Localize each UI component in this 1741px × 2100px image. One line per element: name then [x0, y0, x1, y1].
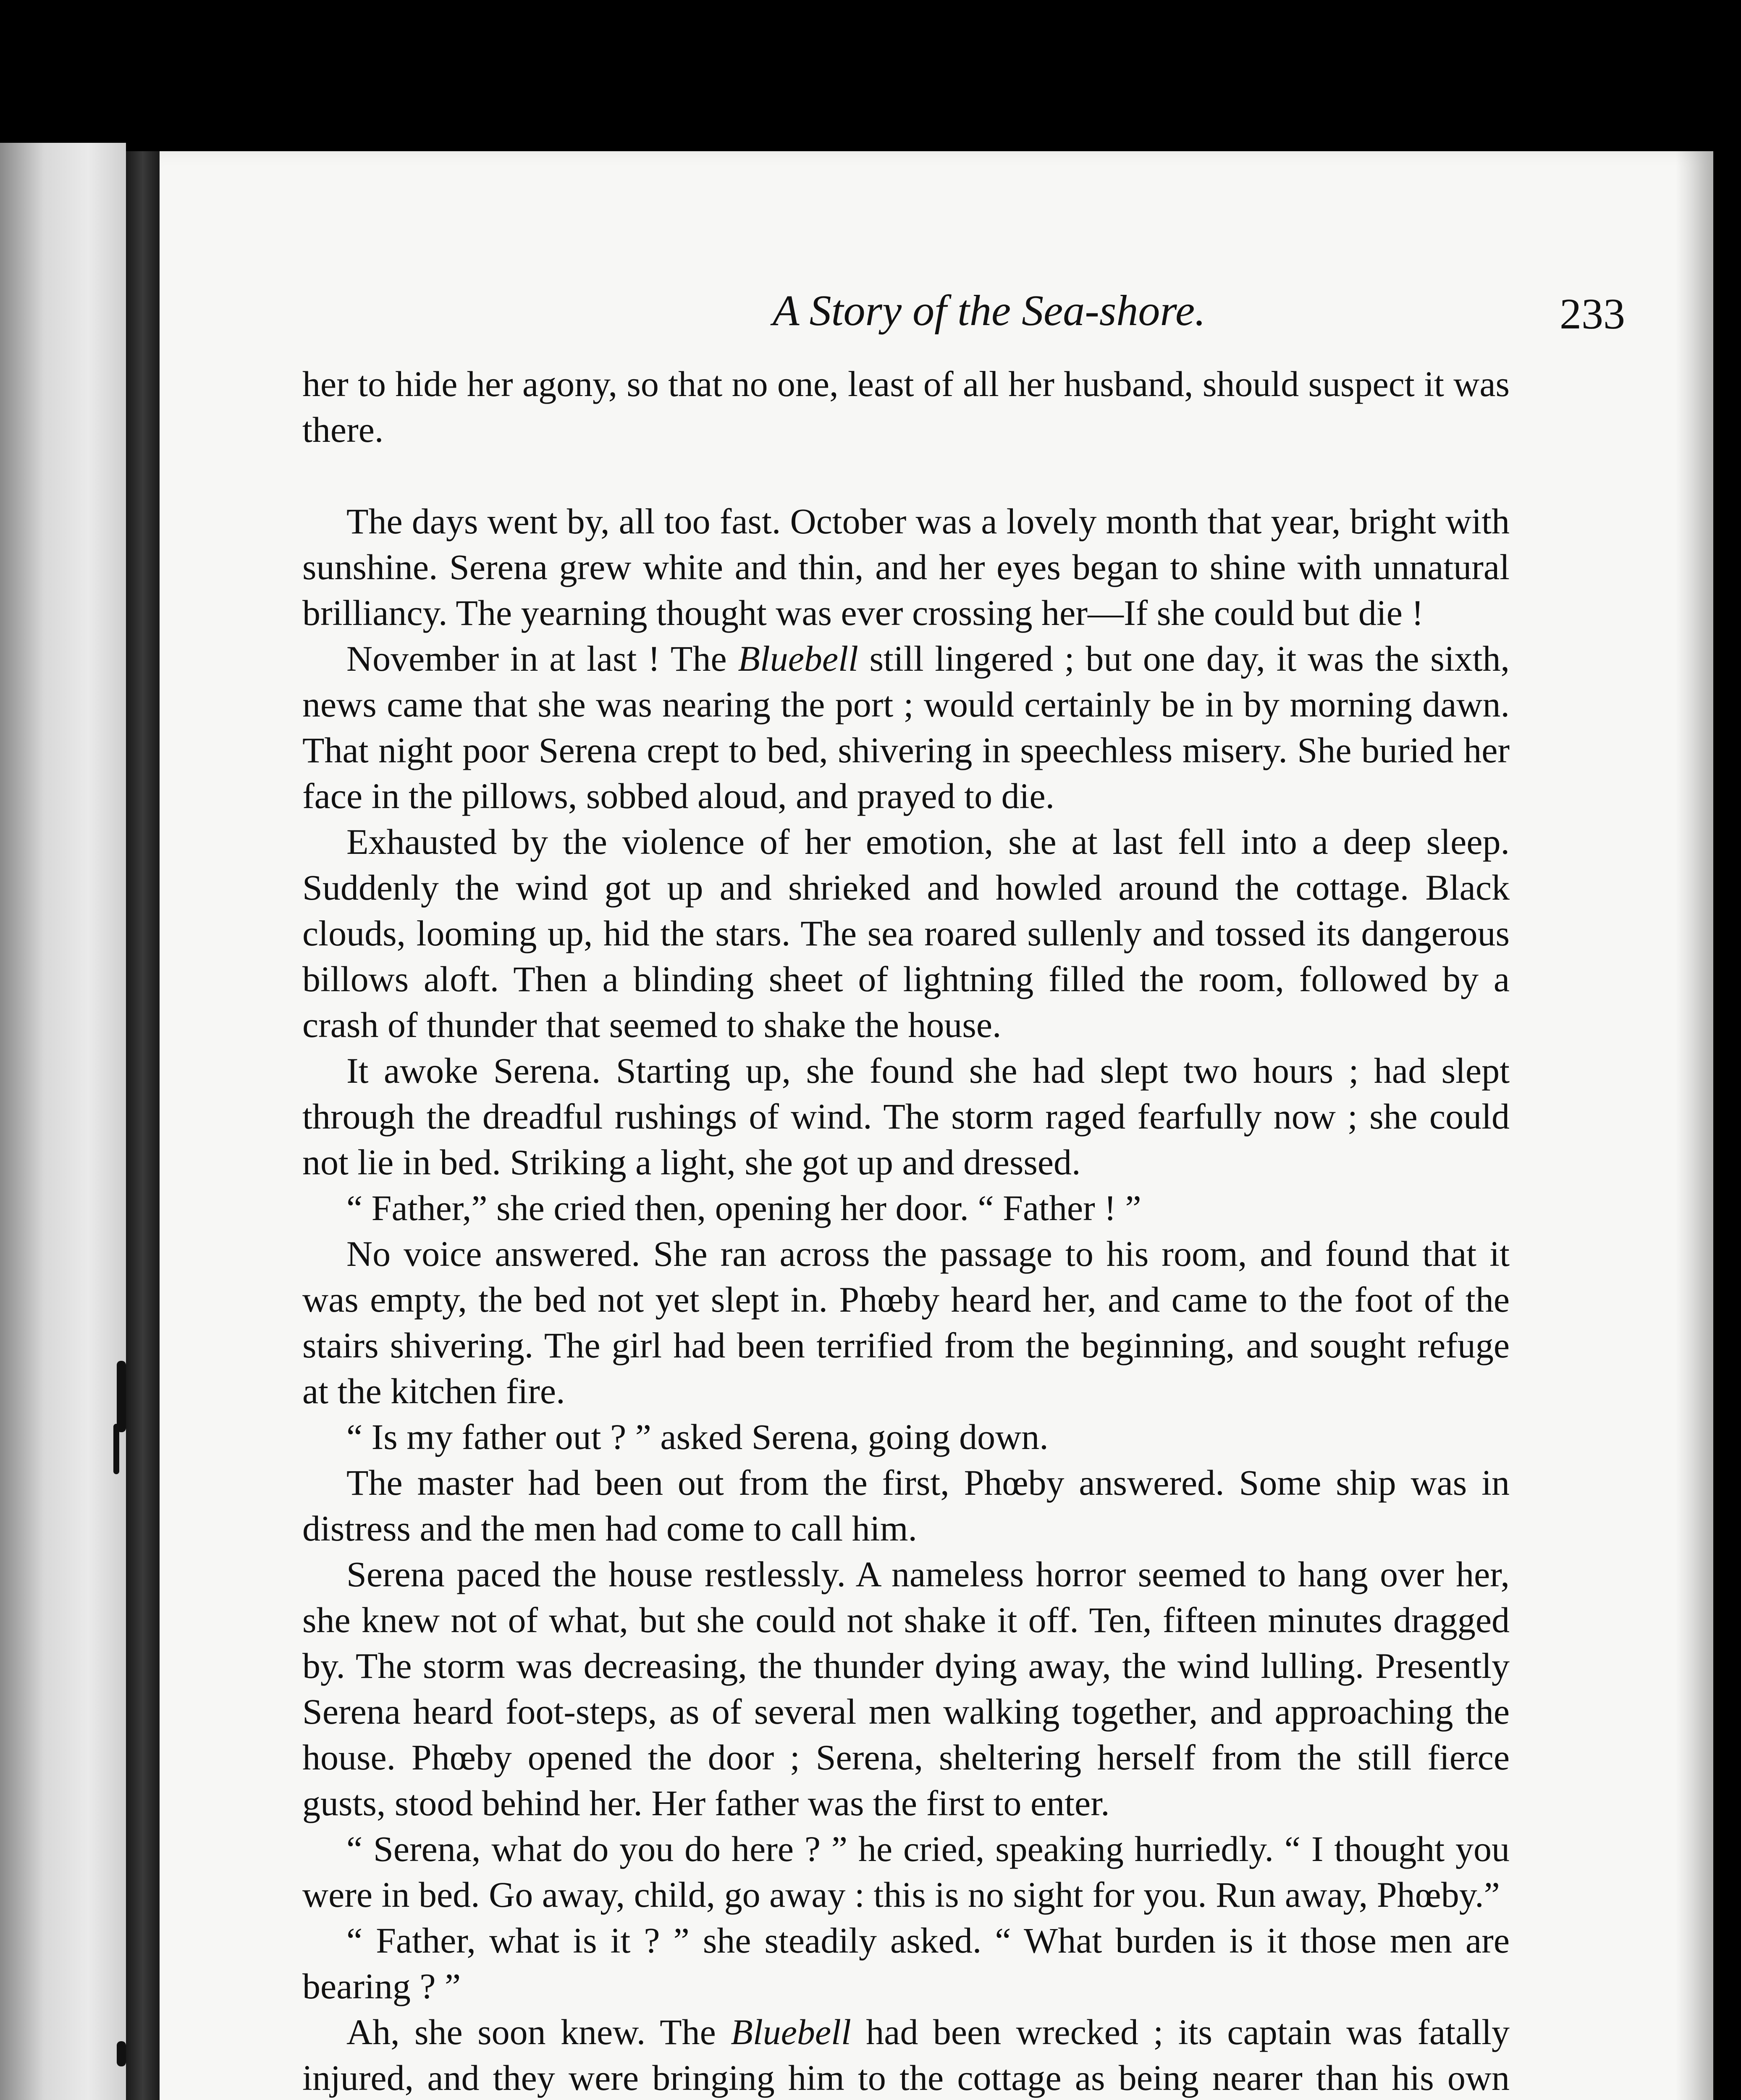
paragraph-text: had been wrecked ; its captain was fatally injured, and they were bringing him to the cottage as being nearer than his own: [302, 2012, 1510, 2098]
paragraph-text: Ah, she soon knew. The: [346, 2012, 731, 2052]
body-text: [302, 361, 1510, 2100]
binding-thread-mark: [117, 2041, 126, 2066]
paragraph: [302, 2009, 1510, 2100]
ship-name: Bluebell: [738, 638, 858, 679]
paragraph-text: November in at last ! The: [346, 638, 738, 679]
paragraph: “ Father, what is it ? ” she steadily asked. “ What burden is it those men are bearing ? ”: [302, 1920, 1510, 2006]
facing-page-edge: [0, 143, 126, 2100]
paragraph: Exhausted by the violence of her emotion, she at last fell into a deep sleep. Suddenly the wind got up and shrieked and howled around the cottage. Black clouds, looming up, hid the stars. The sea roared sullenly and tossed its dangerous billows aloft. Then a blinding sheet of lightning filled the room, followed by a crash of thunder that seemed to shake the house.: [302, 822, 1510, 1045]
book-gutter: [126, 151, 160, 2100]
running-head: [647, 277, 1625, 374]
paragraph: It awoke Serena. Starting up, she found she had slept two hours ; had slept through the dreadful rushings of wind. The storm raged fearfully now ; she could not lie in bed. Striking a light, she got up and dressed.: [302, 1050, 1510, 1182]
paragraph: No voice answered. She ran across the passage to his room, and found that it was empty, the bed not yet slept in. Phœby heard her, and came to the foot of the stairs shivering. The girl had been terrified from the beginning, and sought refuge at the kitchen fire.: [302, 1234, 1510, 1411]
paragraph: her to hide her agony, so that no one, least of all her husband, should suspect it was there.: [302, 364, 1510, 450]
paragraph: Serena paced the house restlessly. A nameless horror seemed to hang over her, she knew not of what, but she could not shake it off. Ten, fifteen minutes dragged by. The storm was decreasing, the thunder dying away, the wind lulling. Presently Serena heard foot-steps, as of several men walking together, and approaching the house. Phœby opened the door ; Serena, sheltering herself from the still fierce gusts, stood behind her. Her father was the first to enter.: [302, 1554, 1510, 1823]
page-edge-shadow: [1675, 151, 1713, 2100]
book-page: [160, 151, 1713, 2100]
ship-name: Bluebell: [731, 2012, 851, 2052]
paragraph: “ Is my father out ? ” asked Serena, going down.: [346, 1417, 1049, 1457]
paragraph: [302, 636, 1510, 819]
binding-thread-mark: [117, 1361, 126, 1432]
paragraph: The days went by, all too fast. October was a lovely month that year, bright with sunshine. Serena grew white and thin, and her eyes began to shine with unnatural brilliancy. The yearning thought was ever crossing her—If she could but die !: [302, 501, 1510, 633]
running-title: A Story of the Sea-shore.: [773, 286, 1206, 335]
paragraph: “ Father,” she cried then, opening her door. “ Father ! ”: [346, 1188, 1141, 1228]
page-number: 233: [1560, 290, 1625, 338]
paragraph: “ Serena, what do you do here ? ” he cried, speaking hurriedly. “ I thought you were in bed. Go away, child, go away : this is no sight for you. Run away, Phœby.”: [302, 1829, 1510, 1915]
paragraph-text: still lingered ; but one day, it was the sixth, news came that she was nearing the port ; would certainly be in by morning dawn. That night poor Serena crept to bed, shivering in speechless misery. She buried her face in the pillows, sobbed aloud, and prayed to die.: [302, 638, 1510, 816]
binding-thread-mark: [113, 1424, 119, 1474]
paragraph: The master had been out from the first, Phœby answered. Some ship was in distress and the men had come to call him.: [302, 1462, 1510, 1549]
